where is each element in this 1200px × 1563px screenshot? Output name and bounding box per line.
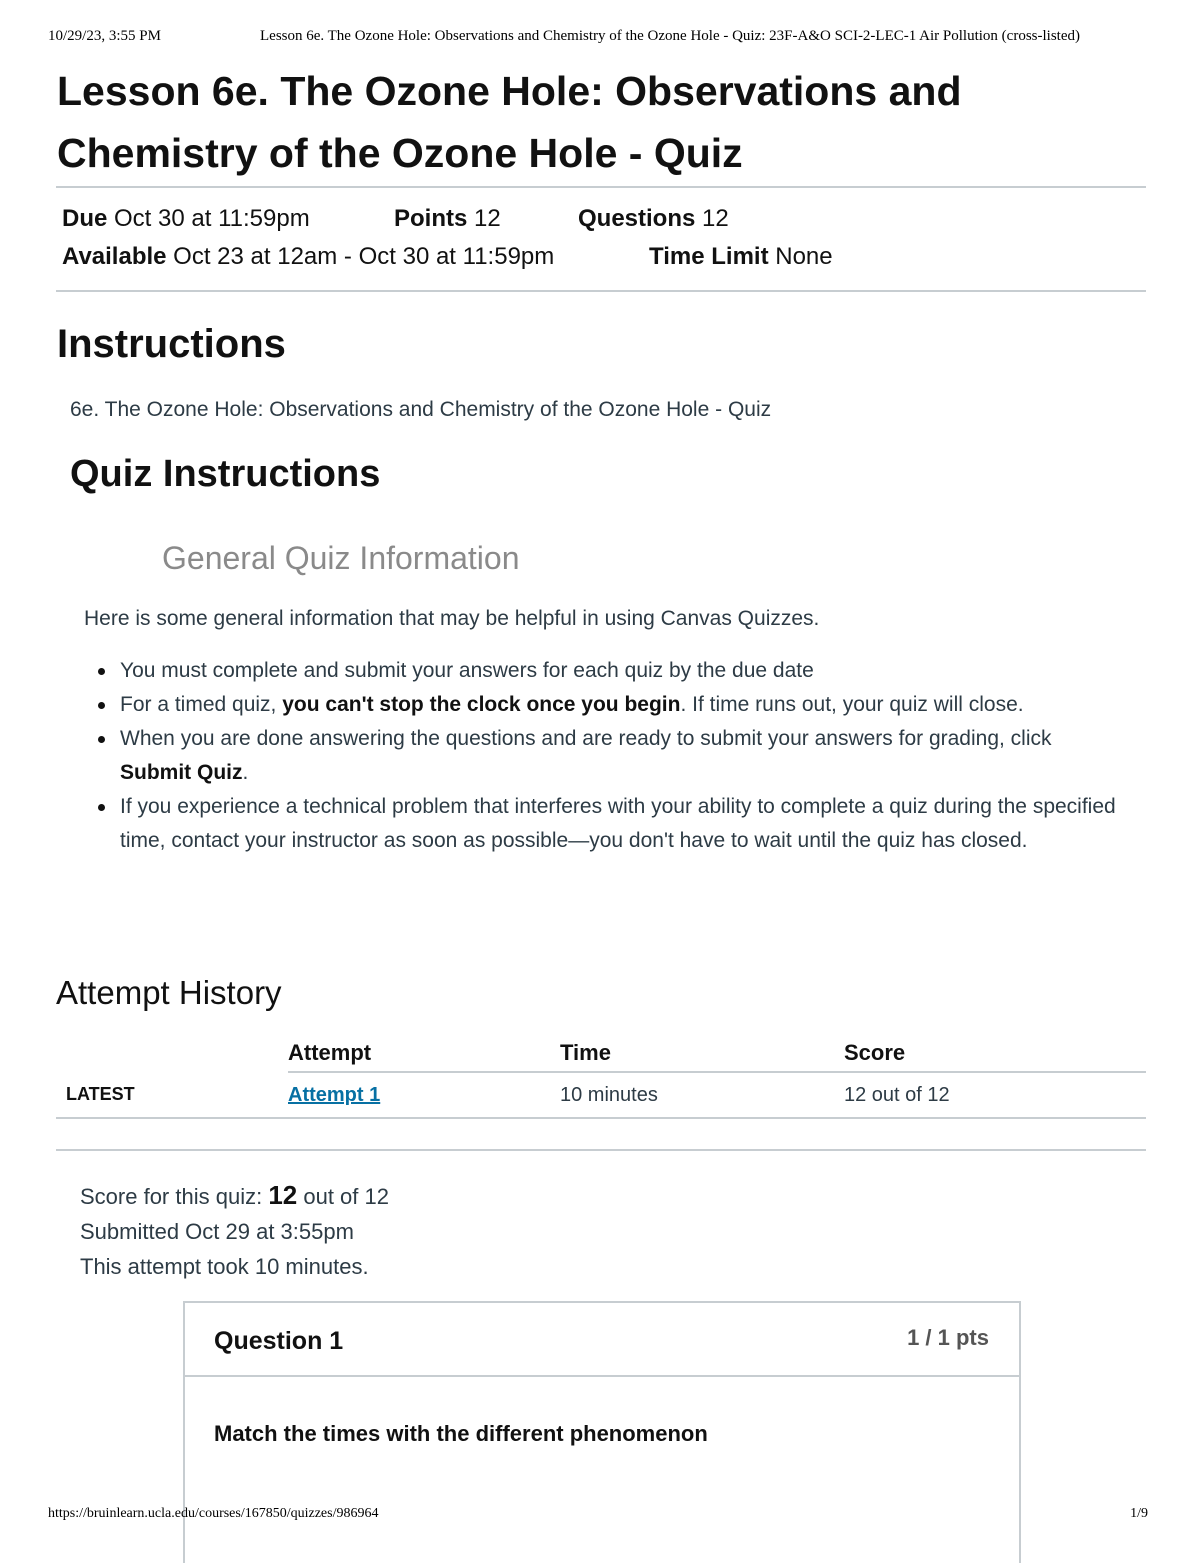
attempt-history-heading: Attempt History: [56, 974, 282, 1011]
table-header-blank: [56, 1035, 288, 1072]
meta-time-limit: [649, 243, 833, 271]
meta-due-label: Due: [62, 205, 108, 232]
meta-time-limit-label: Time Limit: [649, 243, 769, 270]
meta-points-label: Points: [394, 205, 468, 232]
list-item: You must complete and submit your answers for each quiz by the due date: [120, 654, 1120, 688]
meta-time-limit-value: None: [775, 243, 833, 270]
score-cell: 12 out of 12: [844, 1072, 1146, 1118]
question-text: Match the times with the different phenomenon: [214, 1421, 708, 1446]
column-header-attempt: Attempt: [288, 1035, 560, 1072]
meta-due: [62, 205, 310, 233]
meta-questions: [578, 205, 729, 233]
general-info-heading: General Quiz Information: [162, 540, 520, 576]
question-points: 1 / 1 pts: [907, 1325, 989, 1350]
submitted-time: Submitted Oct 29 at 3:55pm: [80, 1219, 354, 1244]
table-row: [56, 1072, 1146, 1118]
column-header-time: Time: [560, 1035, 844, 1072]
page-title-line1: Lesson 6e. The Ozone Hole: Observations and: [57, 68, 962, 114]
column-header-score: Score: [844, 1035, 1146, 1072]
score-value: 12: [268, 1180, 298, 1210]
general-info-intro: Here is some general information that may be helpful in using Canvas Quizzes.: [84, 607, 820, 630]
quiz-score: [80, 1180, 389, 1211]
meta-questions-label: Questions: [578, 205, 696, 232]
attempt-duration: This attempt took 10 minutes.: [80, 1254, 369, 1279]
list-item: When you are done answering the questions and are ready to submit your answers for grading, click Submit Quiz.: [120, 722, 1120, 790]
attempt-1-link[interactable]: Attempt 1: [288, 1083, 381, 1106]
page-number: 1/9: [1130, 1506, 1148, 1521]
general-info-list: [120, 654, 1120, 858]
list-item: For a timed quiz, you can't stop the clock once you begin. If time runs out, your quiz will close.: [120, 688, 1120, 722]
meta-available-label: Available: [62, 243, 167, 270]
question-header: [185, 1303, 1019, 1377]
print-doc-title: Lesson 6e. The Ozone Hole: Observations and Chemistry of the Ozone Hole - Quiz: 23F-A&O SCI-2-LEC-1 Air Pollution (cross-listed): [260, 28, 1080, 44]
print-datetime: 10/29/23, 3:55 PM: [48, 28, 161, 44]
print-header: [0, 28, 1200, 48]
attempt-history-table: [56, 1035, 1146, 1119]
meta-questions-value: 12: [702, 205, 729, 232]
instructions-text: 6e. The Ozone Hole: Observations and Chemistry of the Ozone Hole - Quiz: [70, 398, 772, 421]
instructions-heading: Instructions: [57, 322, 286, 366]
score-suffix: out of 12: [303, 1184, 389, 1209]
meta-due-value: Oct 30 at 11:59pm: [114, 205, 310, 232]
time-cell: 10 minutes: [560, 1072, 844, 1118]
divider-attempts: [56, 1149, 1146, 1151]
page-title: [57, 60, 1057, 184]
quiz-instructions-heading: Quiz Instructions: [70, 453, 381, 495]
meta-available: [62, 243, 554, 271]
divider-meta: [56, 290, 1146, 292]
divider-top: [56, 186, 1146, 188]
meta-available-value: Oct 23 at 12am - Oct 30 at 11:59pm: [173, 243, 555, 270]
print-footer: [0, 1506, 1200, 1526]
page-title-line2: Chemistry of the Ozone Hole - Quiz: [57, 130, 743, 176]
meta-points-value: 12: [474, 205, 501, 232]
list-item: If you experience a technical problem that interferes with your ability to complete a quiz during the specified time, contact your instructor as soon as possible—you don't have to wait until the quiz has closed.: [120, 790, 1120, 858]
attempt-cell: [288, 1072, 560, 1118]
question-title: Question 1: [214, 1327, 344, 1355]
table-header-row: [56, 1035, 1146, 1072]
latest-label: LATEST: [56, 1072, 288, 1118]
meta-points: [394, 205, 501, 233]
print-url: https://bruinlearn.ucla.edu/courses/167850/quizzes/986964: [48, 1506, 379, 1521]
score-label: Score for this quiz:: [80, 1184, 263, 1209]
